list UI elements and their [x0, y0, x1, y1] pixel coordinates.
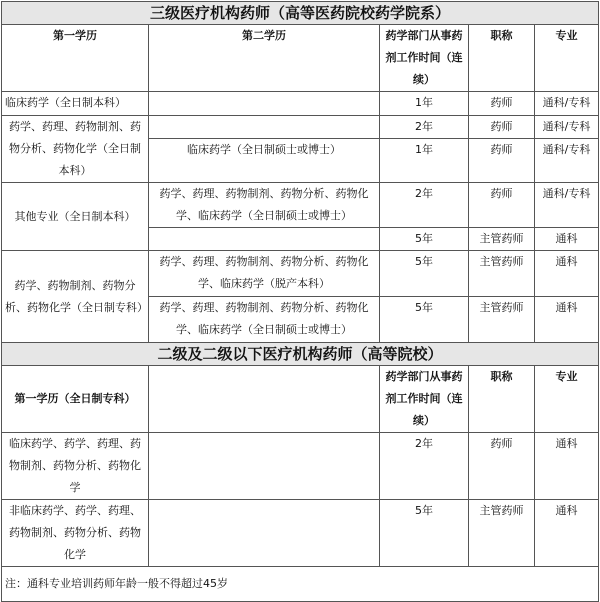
second-degree-cell: [149, 228, 380, 251]
table-row: [2, 500, 599, 567]
first-degree-cell: 临床药学、药学、药理、药物制剂、药物分析、药物化学: [2, 433, 149, 500]
rank-cell: 药师: [469, 92, 535, 116]
years-cell: 5年: [380, 251, 469, 297]
first-degree-cell: 非临床药学、药学、药理、药物制剂、药物分析、药物化学: [2, 500, 149, 567]
years-cell: 1年: [380, 92, 469, 116]
header-title-rank: 职称: [469, 366, 535, 433]
years-cell: 5年: [380, 500, 469, 567]
first-degree-cell: 药学、药物制剂、药物分析、药物化学（全日制专科）: [2, 251, 149, 343]
header-specialty: 专业: [535, 366, 599, 433]
second-degree-cell: [149, 92, 380, 116]
second-degree-cell: [149, 433, 380, 500]
specialty-cell: 通科/专科: [535, 139, 599, 183]
second-degree-cell: [149, 116, 380, 139]
header-title-rank: 职称: [469, 25, 535, 92]
section1-title: 三级医疗机构药师（高等医药院校药学院系）: [2, 2, 599, 25]
section2-header-row: [2, 366, 599, 433]
rank-cell: 药师: [469, 116, 535, 139]
years-cell: 2年: [380, 183, 469, 228]
header-specialty: 专业: [535, 25, 599, 92]
years-cell: 2年: [380, 116, 469, 139]
footnote: 注：通科专业培训药师年龄一般不得超过45岁: [2, 567, 599, 602]
specialty-cell: 通科/专科: [535, 116, 599, 139]
header-years: 药学部门从事药剂工作时间（连续）: [380, 366, 469, 433]
specialty-cell: 通科/专科: [535, 92, 599, 116]
first-degree-cell: 其他专业（全日制本科）: [2, 183, 149, 251]
second-degree-cell: 药学、药理、药物制剂、药物分析、药物化学、临床药学（全日制硕士或博士）: [149, 297, 380, 343]
years-cell: 1年: [380, 139, 469, 183]
rank-cell: 药师: [469, 433, 535, 500]
specialty-cell: 通科: [535, 500, 599, 567]
specialty-cell: 通科/专科: [535, 183, 599, 228]
specialty-cell: 通科: [535, 228, 599, 251]
table-row: [2, 92, 599, 116]
rank-cell: 主管药师: [469, 500, 535, 567]
section1-header-row: [2, 25, 599, 92]
header-years: 药学部门从事药剂工作时间（连续）: [380, 25, 469, 92]
section2-title: 二级及二级以下医疗机构药师（高等院校）: [2, 343, 599, 366]
specialty-cell: 通科: [535, 433, 599, 500]
first-degree-cell: 药学、药理、药物制剂、药物分析、药物化学（全日制本科）: [2, 116, 149, 183]
years-cell: 2年: [380, 433, 469, 500]
years-cell: 5年: [380, 228, 469, 251]
table-row: [2, 251, 599, 297]
table-row: [2, 116, 599, 139]
second-degree-cell: 临床药学（全日制硕士或博士）: [149, 139, 380, 183]
specialty-cell: 通科: [535, 297, 599, 343]
specialty-cell: 通科: [535, 251, 599, 297]
rank-cell: 主管药师: [469, 228, 535, 251]
years-cell: 5年: [380, 297, 469, 343]
rank-cell: 主管药师: [469, 251, 535, 297]
header-first-degree: 第一学历: [2, 25, 149, 92]
header-second-degree: [149, 366, 380, 433]
second-degree-cell: 药学、药理、药物制剂、药物分析、药物化学、临床药学（全日制硕士或博士）: [149, 183, 380, 228]
table-row: [2, 183, 599, 228]
pharmacist-requirements-table: [1, 1, 599, 602]
rank-cell: 药师: [469, 139, 535, 183]
first-degree-cell: 临床药学（全日制本科）: [2, 92, 149, 116]
header-first-degree: 第一学历（全日制专科）: [2, 366, 149, 433]
second-degree-cell: 药学、药理、药物制剂、药物分析、药物化学、临床药学（脱产本科）: [149, 251, 380, 297]
second-degree-cell: [149, 500, 380, 567]
header-second-degree: 第二学历: [149, 25, 380, 92]
table-row: [2, 433, 599, 500]
rank-cell: 药师: [469, 183, 535, 228]
rank-cell: 主管药师: [469, 297, 535, 343]
